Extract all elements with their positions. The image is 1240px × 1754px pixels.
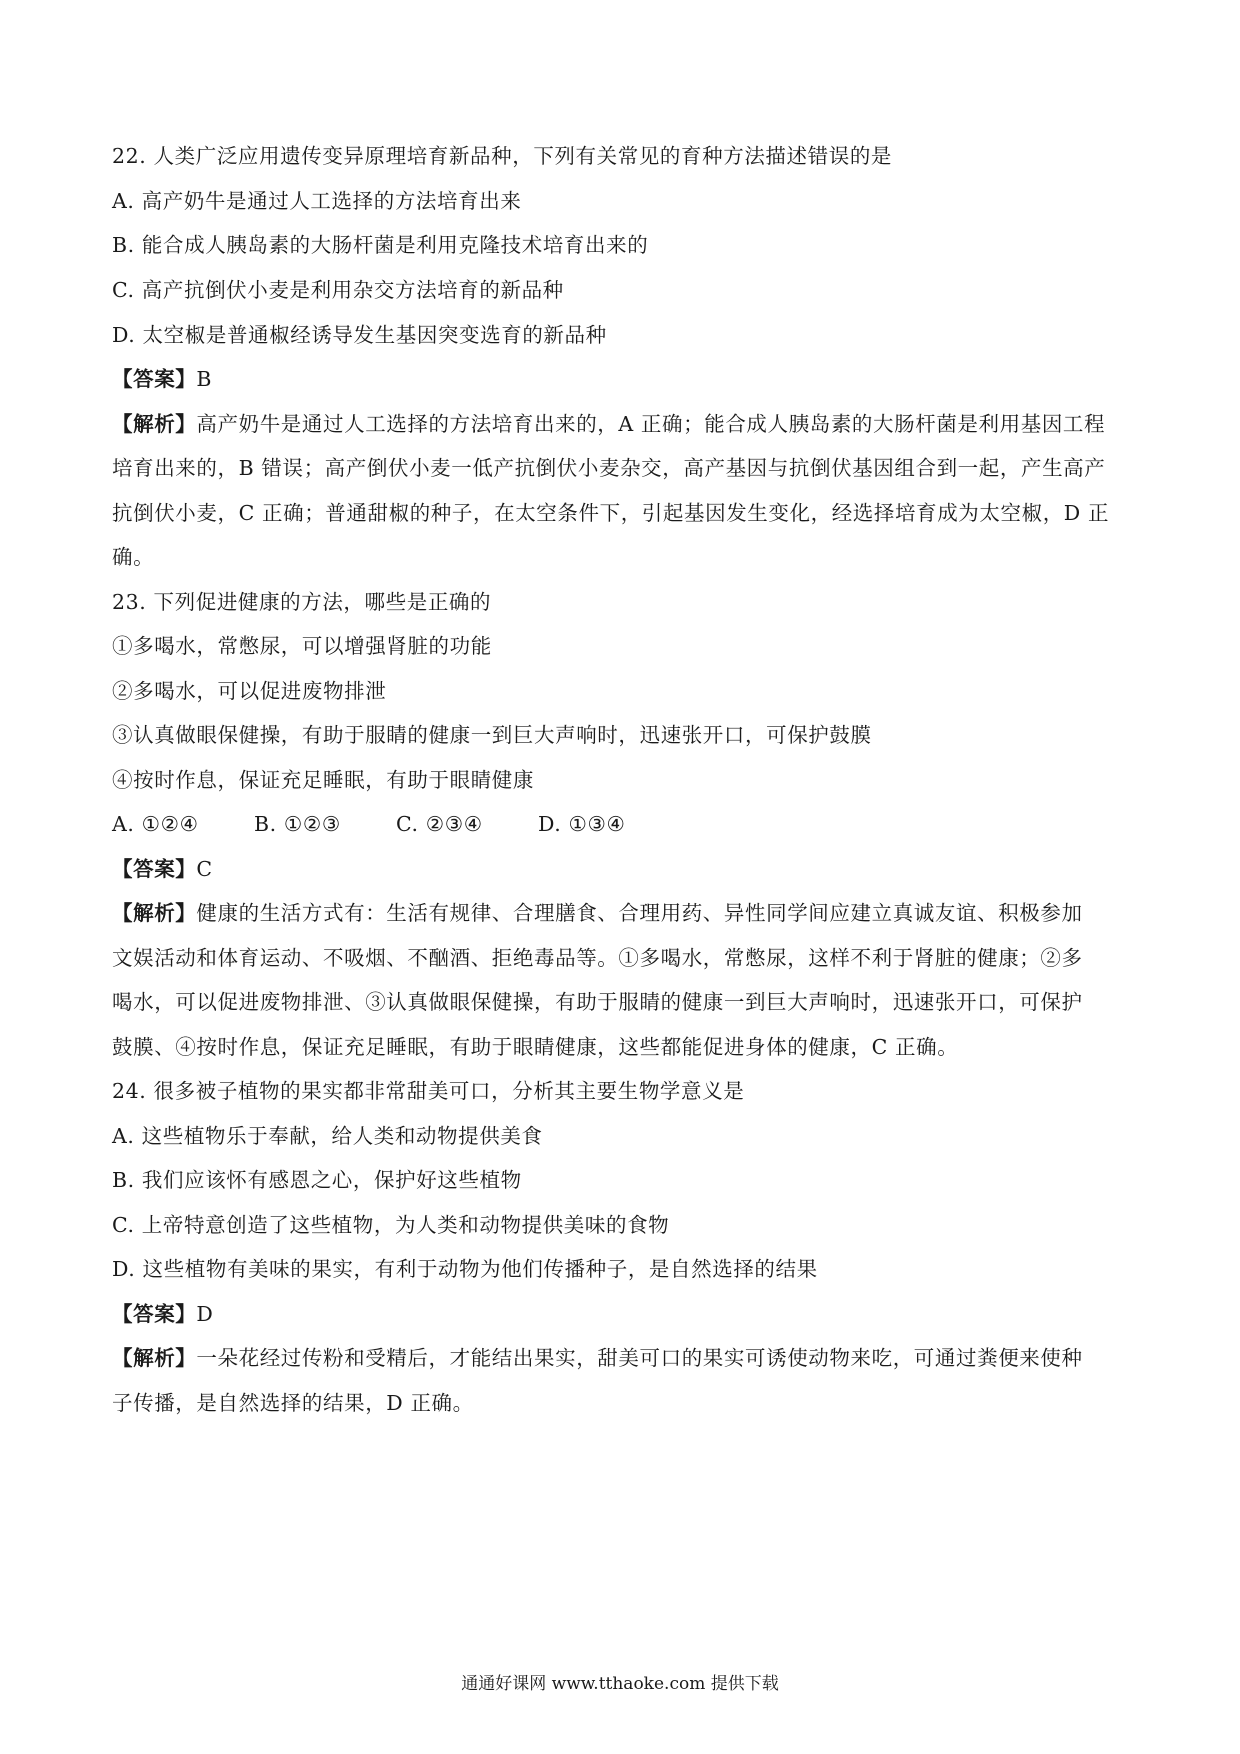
answer-value: D (196, 1302, 214, 1326)
question-22-analysis-line-1 (112, 409, 1142, 439)
question-23-option-a: A. ①②④ (112, 812, 199, 836)
question-22-option-b: B. 能合成人胰岛素的大肠杆菌是利用克隆技术培育出来的 (112, 233, 649, 257)
question-23-item-1: ①多喝水，常憋尿，可以增强肾脏的功能 (112, 634, 492, 658)
question-24-answer (112, 1299, 1142, 1329)
question-23-options (112, 809, 1142, 839)
analysis-text: 健康的生活方式有：生活有规律、合理膳食、合理用药、异性同学间应建立真诚友谊、积极参加 (196, 901, 1083, 925)
question-22-option-d: D. 太空椒是普通椒经诱导发生基因突变选育的新品种 (112, 323, 607, 347)
question-24-analysis-line-2: 子传播，是自然选择的结果，D 正确。 (112, 1391, 474, 1415)
answer-label: 【答案】 (112, 1302, 197, 1326)
question-23-answer (112, 854, 1142, 884)
question-22-stem: 22. 人类广泛应用遗传变异原理培育新品种，下列有关常见的育种方法描述错误的是 (112, 144, 893, 168)
page-footer: 通通好课网 www.tthaoke.com 提供下载 (461, 1674, 779, 1694)
question-23-item-2: ②多喝水，可以促进废物排泄 (112, 679, 387, 703)
question-23-analysis-line-4: 鼓膜、④按时作息，保证充足睡眠，有助于眼睛健康，这些都能促进身体的健康，C 正确。 (112, 1035, 959, 1059)
answer-label: 【答案】 (112, 857, 197, 881)
question-23-option-b: B. ①②③ (254, 812, 341, 836)
question-22-analysis-line-4: 确。 (112, 545, 155, 569)
question-24-option-b: B. 我们应该怀有感恩之心，保护好这些植物 (112, 1168, 522, 1192)
question-24-option-c: C. 上帝特意创造了这些植物，为人类和动物提供美味的食物 (112, 1213, 670, 1237)
question-23-item-4: ④按时作息，保证充足睡眠，有助于眼睛健康 (112, 768, 534, 792)
analysis-label: 【解析】 (112, 901, 197, 925)
analysis-label: 【解析】 (112, 1346, 197, 1370)
question-22-option-a: A. 高产奶牛是通过人工选择的方法培育出来 (112, 189, 522, 213)
question-24-option-a: A. 这些植物乐于奉献，给人类和动物提供美食 (112, 1124, 543, 1148)
question-23-option-c: C. ②③④ (396, 812, 483, 836)
question-24-analysis-line-1 (112, 1343, 1142, 1373)
answer-value: C (196, 857, 213, 881)
question-22-analysis-line-2: 培育出来的，B 错误；高产倒伏小麦一低产抗倒伏小麦杂交，高产基因与抗倒伏基因组合到一起，产生高产 (112, 456, 1106, 480)
question-23-option-d: D. ①③④ (538, 812, 626, 836)
question-22-answer (112, 364, 1142, 394)
analysis-text: 一朵花经过传粉和受精后，才能结出果实，甜美可口的果实可诱使动物来吃，可通过粪便来使种 (196, 1346, 1083, 1370)
question-23-analysis-line-2: 文娱活动和体育运动、不吸烟、不酗酒、拒绝毒品等。①多喝水，常憋尿，这样不利于肾脏的健康；②多 (112, 946, 1083, 970)
question-22-analysis-line-3: 抗倒伏小麦，C 正确；普通甜椒的种子，在太空条件下，引起基因发生变化，经选择培育成为太空椒，D 正 (112, 501, 1110, 525)
answer-value: B (196, 367, 213, 391)
question-23-analysis-line-3: 喝水，可以促进废物排泄、③认真做眼保健操，有助于服睛的健康一到巨大声响时，迅速张开口，可保护 (112, 990, 1083, 1014)
question-24-option-d: D. 这些植物有美味的果实，有利于动物为他们传播种子，是自然选择的结果 (112, 1257, 818, 1281)
analysis-text: 高产奶牛是通过人工选择的方法培育出来的，A 正确；能合成人胰岛素的大肠杆菌是利用基因工程 (196, 412, 1106, 436)
question-23-analysis-line-1 (112, 898, 1142, 928)
analysis-label: 【解析】 (112, 412, 197, 436)
answer-label: 【答案】 (112, 367, 197, 391)
question-24-stem: 24. 很多被子植物的果实都非常甜美可口，分析其主要生物学意义是 (112, 1079, 745, 1103)
question-23-item-3: ③认真做眼保健操，有助于服睛的健康一到巨大声响时，迅速张开口，可保护鼓膜 (112, 723, 872, 747)
question-23-stem: 23. 下列促进健康的方法，哪些是正确的 (112, 590, 492, 614)
question-22-option-c: C. 高产抗倒伏小麦是利用杂交方法培育的新品种 (112, 278, 564, 302)
